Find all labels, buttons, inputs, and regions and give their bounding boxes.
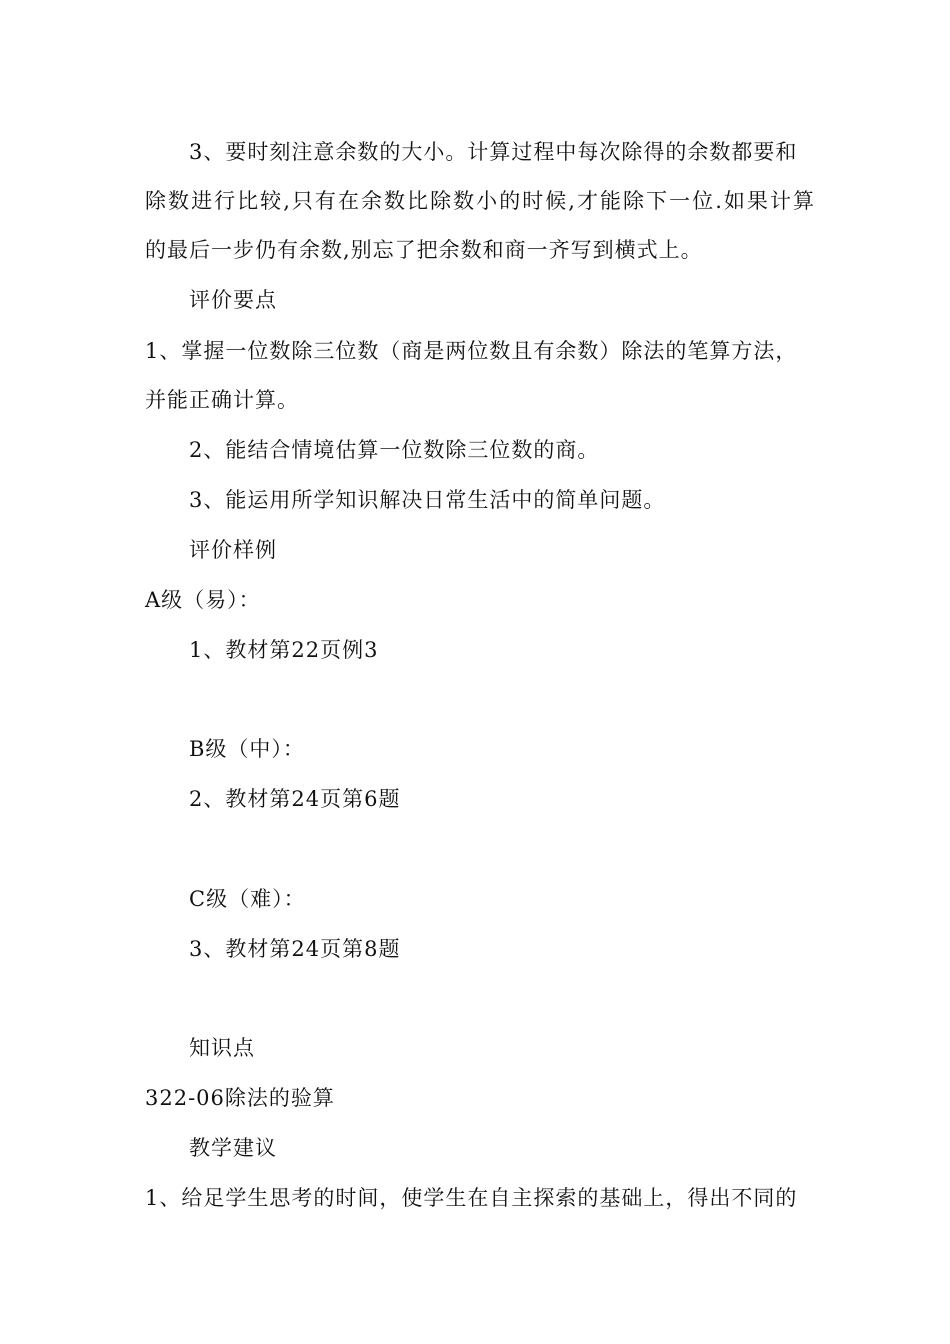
section-heading: 评价样例 — [189, 538, 277, 562]
paragraph-line: 并能正确计算。 — [145, 388, 299, 412]
example-item: 2、教材第24页第6题 — [189, 787, 401, 811]
section-heading: 教学建议 — [189, 1136, 277, 1160]
paragraph-line: 的最后一步仍有余数,别忘了把余数和商一齐写到横式上。 — [145, 238, 703, 262]
level-label: C级（难）： — [189, 887, 306, 911]
paragraph-line: 1、给足学生思考的时间，使学生在自主探索的基础上，得出不同的 — [145, 1186, 798, 1210]
level-label: B级（中）： — [189, 737, 305, 761]
paragraph-line: 3、能运用所学知识解决日常生活中的简单问题。 — [189, 488, 666, 512]
section-heading: 评价要点 — [189, 288, 277, 312]
paragraph-line: 2、能结合情境估算一位数除三位数的商。 — [189, 438, 600, 462]
paragraph-line: 1、掌握一位数除三位数（商是两位数且有余数）除法的笔算方法， — [145, 339, 798, 363]
knowledge-point-code: 322-06除法的验算 — [145, 1086, 335, 1110]
example-item: 1、教材第22页例3 — [189, 638, 379, 662]
section-heading: 知识点 — [189, 1036, 255, 1060]
example-item: 3、教材第24页第8题 — [189, 937, 401, 961]
paragraph-line: 除数进行比较,只有在余数比除数小的时候,才能除下一位.如果计算 — [145, 189, 815, 213]
paragraph-line: 3、要时刻注意余数的大小。计算过程中每次除得的余数都要和 — [189, 140, 798, 164]
level-label: A级（易）： — [145, 588, 261, 612]
